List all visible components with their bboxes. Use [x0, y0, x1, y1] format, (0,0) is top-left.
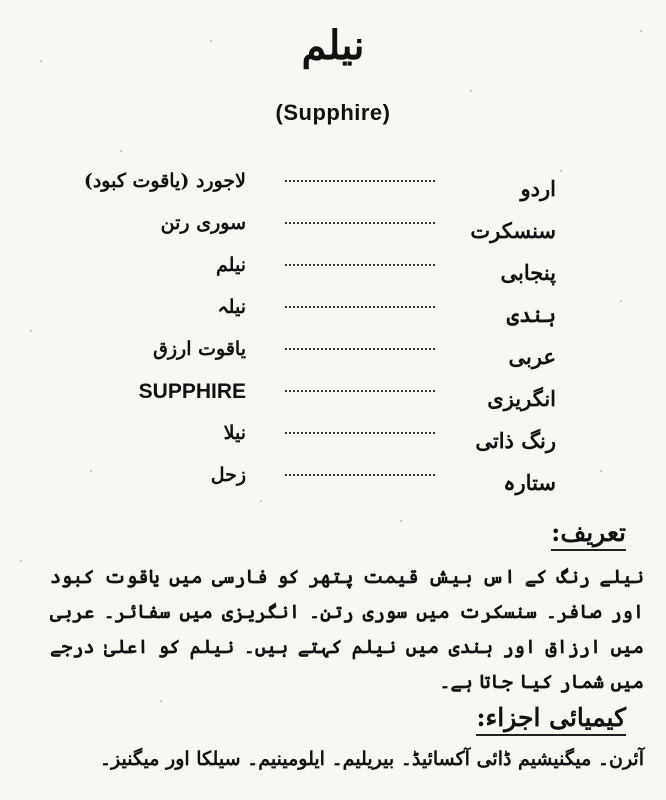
- name-row-color: [0, 422, 666, 462]
- dotted-leader: [285, 390, 435, 392]
- name-row-punjabi: [0, 254, 666, 294]
- dotted-leader: [285, 306, 435, 308]
- name-row-label: سنسکرت: [470, 218, 556, 243]
- name-row-value: یاقوت ارزق: [153, 338, 246, 360]
- name-row-value: لاجورد (یاقوت کبود): [83, 170, 246, 192]
- page-title: نیلم: [301, 22, 365, 69]
- name-row-value: SUPPHIRE: [138, 380, 246, 403]
- definition-paragraph: نیلے رنگ کے اس بیش قیمت پتھر کو فارسی میں یاقوت کبود اور صافر۔ سنسکرت میں سوری رتن۔ انگریزی میں سفائر۔ عربی میں ارزاق اور ہندی میں نیلم کہتے ہیں۔ نیلم کو اعلیٰ درجے میں شمار کیا جاتا ہے۔: [50, 566, 644, 694]
- definition-heading-text: تعریف:: [551, 518, 626, 547]
- page-subtitle: (Supphire): [275, 100, 391, 125]
- name-row-value: نیلہ: [217, 296, 246, 318]
- name-row-label: انگریزی: [487, 386, 556, 411]
- name-row-hindi: [0, 296, 666, 336]
- scan-speck: [400, 520, 402, 522]
- name-row-value: سوری رتن: [160, 212, 246, 234]
- heading-underline: [476, 734, 626, 736]
- name-row-value: نیلم: [216, 254, 246, 276]
- name-row-label: پنجابی: [500, 260, 556, 285]
- dotted-leader: [285, 474, 435, 476]
- dotted-leader: [285, 222, 435, 224]
- chemical-paragraph: آئرن۔ میگنیشیم ڈائی آکسائیڈ۔ بیریلیم۔ ایلومینیم۔ سیلکا اور میگنیز۔: [99, 748, 644, 770]
- dotted-leader: [285, 180, 435, 182]
- name-row-urdu: [0, 170, 666, 210]
- name-row-label: ہندی: [506, 302, 556, 327]
- name-row-star: [0, 464, 666, 504]
- name-row-value: زحل: [210, 464, 246, 486]
- heading-underline: [551, 549, 626, 551]
- dotted-leader: [285, 264, 435, 266]
- dotted-leader: [285, 432, 435, 434]
- chemical-heading-text: کیمیائی اجزاء:: [476, 703, 626, 732]
- scan-speck: [20, 560, 22, 562]
- name-row-english: [0, 380, 666, 420]
- scan-speck: [120, 150, 122, 152]
- name-row-label: اردو: [520, 176, 556, 201]
- name-row-value: نیلا: [223, 422, 246, 444]
- chemical-heading: [476, 703, 626, 736]
- name-row-label: ستارہ: [503, 470, 556, 495]
- dotted-leader: [285, 348, 435, 350]
- name-row-sanskrit: [0, 212, 666, 252]
- scan-speck: [470, 90, 472, 92]
- definition-heading: [551, 518, 626, 551]
- name-row-label: رنگ ذاتی: [475, 428, 556, 453]
- name-row-label: عربی: [508, 344, 556, 369]
- name-row-arabic: [0, 338, 666, 378]
